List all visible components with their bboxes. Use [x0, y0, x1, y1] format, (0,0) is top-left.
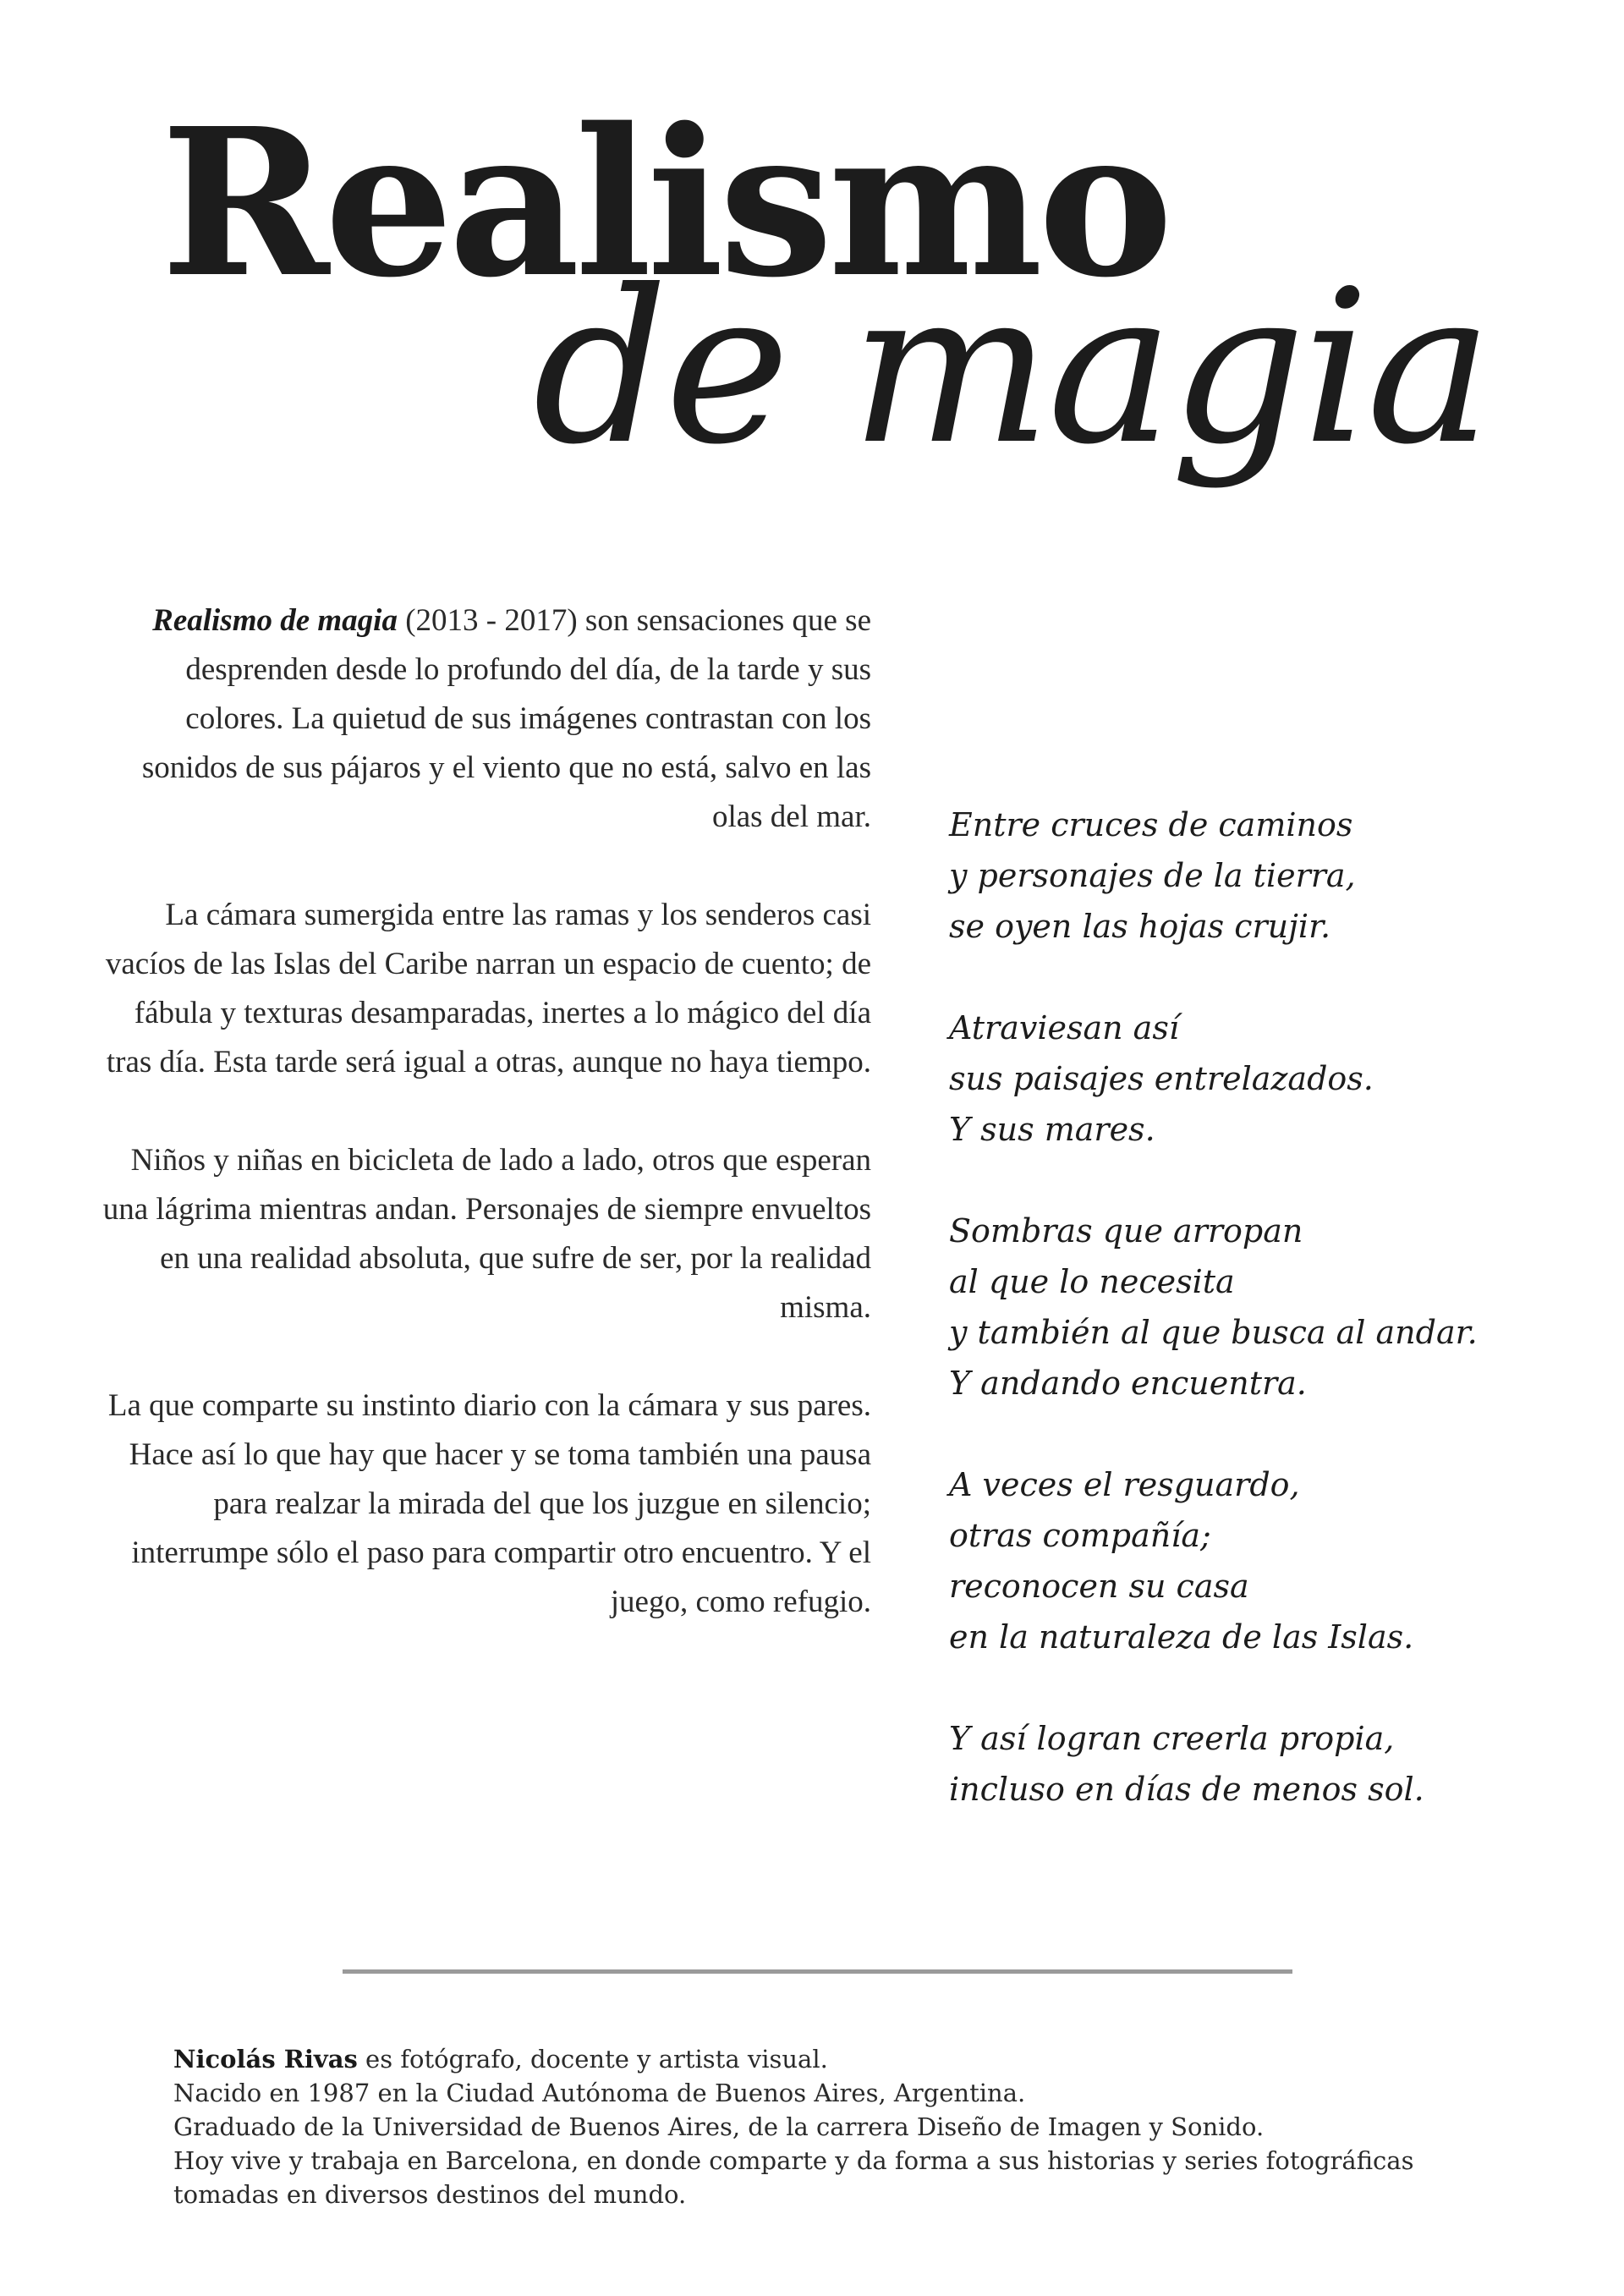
poem-line: Sombras que arropan	[949, 1212, 1303, 1250]
poem-stanza	[949, 1713, 1592, 1815]
poem-line: Y andando encuentra.	[949, 1365, 1307, 1402]
bio-line	[173, 2042, 1527, 2076]
bio-line: Hoy vive y trabaja en Barcelona, en donde comparte y da forma a sus historias y series fotográficas	[173, 2146, 1414, 2175]
intro-paragraph-4: La que comparte su instinto diario con la cámara y sus pares. Hace así lo que hay que hacer y se toma también una pausa para realzar la mirada del que los juzgue en silencio; interrumpe sólo el paso para compartir otro encuentro. Y el juego, como refugio.	[107, 1388, 871, 1619]
poem-line: sus paisajes entrelazados.	[949, 1060, 1374, 1097]
title-line-1: Realismo	[161, 84, 1169, 322]
bio-line: Nacido en 1987 en la Ciudad Autónoma de Buenos Aires, Argentina.	[173, 2079, 1026, 2107]
poem-line: al que lo necesita	[949, 1263, 1235, 1300]
intro-paragraph-1-text: (2013 - 2017) son sensaciones que se desprenden desde lo profundo del día, de la tarde y sus colores. La quietud de sus imágenes contrastan con los sonidos de sus pájaros y el viento que no está, salvo en las olas del mar.	[141, 603, 871, 834]
poem-line: Y así logran creerla propia,	[949, 1720, 1395, 1757]
title-line-2: de magia	[533, 244, 1490, 491]
poem-line: Atraviesan así	[949, 1009, 1179, 1046]
poem-line: y también al que busca al andar.	[949, 1314, 1478, 1351]
poem-stanza	[949, 799, 1592, 952]
poem-line: reconocen su casa	[949, 1568, 1249, 1605]
poem	[949, 799, 1592, 1865]
intro-text	[93, 596, 871, 1676]
bio-line: Graduado de la Universidad de Buenos Aires, de la carrera Diseño de Imagen y Sonido.	[173, 2112, 1265, 2141]
bio-line: tomadas en diversos destinos del mundo.	[173, 2180, 687, 2209]
author-bio	[173, 2042, 1527, 2211]
poem-line: y personajes de la tierra,	[949, 857, 1356, 894]
intro-lead-title: Realismo de magia	[152, 603, 398, 638]
poem-line: incluso en días de menos sol.	[949, 1771, 1424, 1808]
poem-stanza	[949, 1206, 1592, 1409]
poem-line: se oyen las hojas crujir.	[949, 908, 1331, 945]
intro-paragraph-3: Niños y niñas en bicicleta de lado a lado, otros que esperan una lágrima mientras andan. Personajes de siempre envueltos en una realidad absoluta, que sufre de ser, por la realidad misma.	[102, 1143, 871, 1325]
poem-line: Y sus mares.	[949, 1111, 1155, 1148]
poem-line: A veces el resguardo,	[949, 1466, 1300, 1503]
poem-line: en la naturaleza de las Islas.	[949, 1618, 1414, 1656]
poem-line: Entre cruces de caminos	[949, 806, 1353, 843]
poem-stanza	[949, 1459, 1592, 1662]
divider	[343, 1969, 1292, 1974]
author-name: Nicolás Rivas	[173, 2045, 358, 2074]
intro-paragraph-1	[93, 596, 871, 842]
poem-stanza	[949, 1002, 1592, 1155]
poem-line: otras compañía;	[949, 1517, 1211, 1554]
intro-paragraph-2: La cámara sumergida entre las ramas y los senderos casi vacíos de las Islas del Caribe narran un espacio de cuento; de fábula y texturas desamparadas, inertes a lo mágico del día tras día. Esta tarde será igual a otras, aunque no haya tiempo.	[105, 898, 871, 1079]
bio-line-1-text: es fotógrafo, docente y artista visual.	[357, 2045, 828, 2074]
